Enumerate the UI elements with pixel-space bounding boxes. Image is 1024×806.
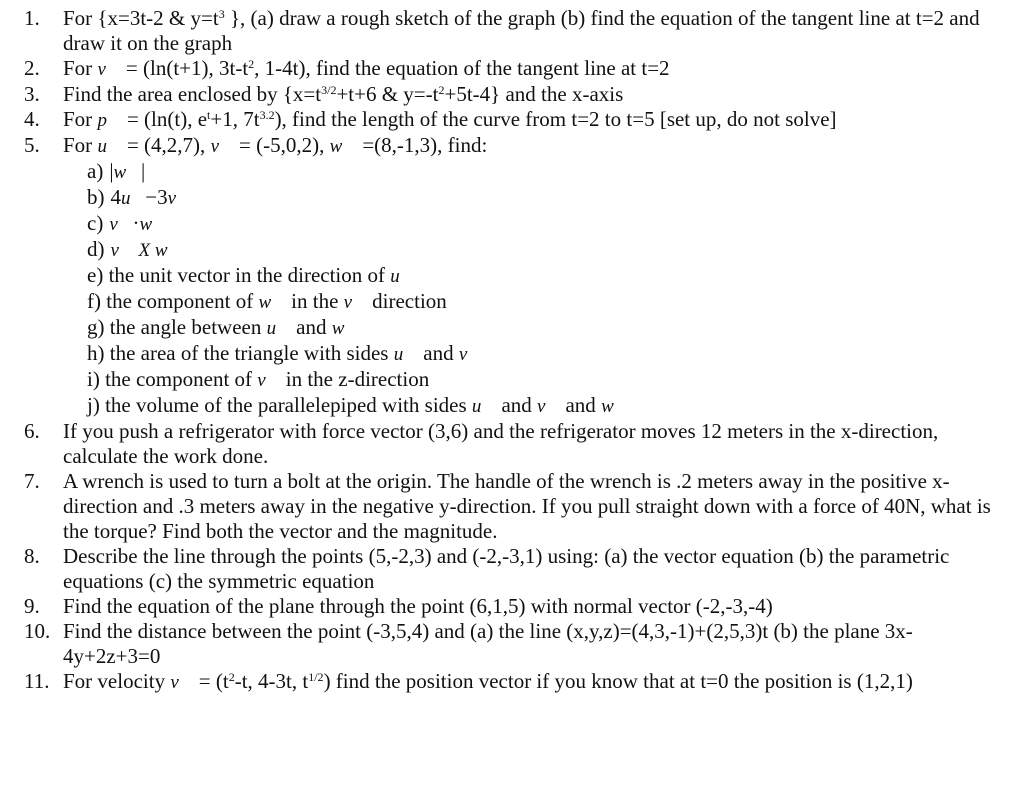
subpart-e: e) the unit vector in the direction of u⃗ <box>87 263 415 287</box>
problem-number: 9. <box>24 594 40 618</box>
problem-number: 3. <box>24 82 40 106</box>
problem-text: Describe the line through the points (5,-2,3) and (-2,-3,1) using: (a) the vector equation (b) the parametric equations (c) the symmetric equation <box>63 544 950 593</box>
problem-9 <box>24 594 1000 619</box>
problem-1 <box>24 6 1000 56</box>
problem-3 <box>24 82 1000 107</box>
vector-u-symbol: u⃗ <box>97 136 122 157</box>
subpart-i: i) the component of v⃗ in the z-direction <box>87 367 430 391</box>
problem-number: 10. <box>24 619 51 643</box>
problem-number: 5. <box>24 133 40 157</box>
subpart-c: c) v⃗·w⃗ <box>87 211 167 235</box>
subpart-f: f) the component of w⃗ in the v⃗ direction <box>87 289 447 313</box>
problem-number: 11. <box>24 669 50 693</box>
problem-text: If you push a refrigerator with force vector (3,6) and the refrigerator moves 12 meters in the x-direction, calculate the work done. <box>63 419 939 468</box>
problem-number: 4. <box>24 107 40 131</box>
problem-number: 6. <box>24 419 40 443</box>
subpart-b: b) 4u⃗−3v⃗ <box>87 185 191 209</box>
subpart-g: g) the angle between u⃗ and w⃗ <box>87 315 360 339</box>
problem-6 <box>24 419 1000 469</box>
problem-text: For u⃗ = (4,2,7), v⃗ = (-5,0,2), w⃗ =(8,-1,3), find: <box>63 133 488 157</box>
problem-text: A wrench is used to turn a bolt at the origin. The handle of the wrench is .2 meters away in the positive x-direction and .3 meters away in the negative y-direction. If you pull straight down with a force of 40N, what is the torque? Find both the vector and the magnitude. <box>63 469 991 543</box>
problem-text: For p⃗ = (ln(t), $e^t+1$, $7t^{3.2}$), find the length of the curve from t=2 to t=5 [set up, do not solve] <box>63 107 837 131</box>
vector-v-symbol: v⃗ <box>210 136 234 157</box>
subpart-d: d) v⃗ X w⃗ <box>87 237 183 261</box>
problem-text: For velocity v⃗ = ($t^2-t$, 4-3t, $t^{1/2}$) find the position vector if you know that at t=0 the position is (1,2,1) <box>63 669 913 693</box>
problem-text: For {x=3t-2 & $y=t^3$ }, (a) draw a rough sketch of the graph (b) find the equation of the tangent line at t=2 and draw it on the graph <box>63 6 980 55</box>
problem-text: Find the area enclosed by {$x=t^{3/2}+t+6$ & $y=-t^2+5t-4$} and the x-axis <box>63 82 624 106</box>
subpart-a: a) |w⃗| <box>87 159 146 183</box>
problem-text: Find the equation of the plane through the point (6,1,5) with normal vector (-2,-3,-4) <box>63 594 773 618</box>
problem-8 <box>24 544 1000 594</box>
vector-p-symbol: p⃗ <box>97 110 122 131</box>
subpart-j: j) the volume of the parallelepiped with sides u⃗ and v⃗ and w⃗ <box>87 393 629 417</box>
problem-4 <box>24 107 1000 133</box>
problem-5 <box>24 133 1000 159</box>
problem-number: 8. <box>24 544 40 568</box>
vector-v-symbol: v⃗ <box>170 672 194 693</box>
problem-number: 2. <box>24 56 40 80</box>
vector-w-symbol: w⃗ <box>329 136 358 157</box>
subpart-h: h) the area of the triangle with sides u⃗ and v⃗ <box>87 341 483 365</box>
problem-number: 1. <box>24 6 40 30</box>
problem-text: For v⃗ = (ln(t+1), $3t-t^2$, 1-4t), find the equation of the tangent line at t=2 <box>63 56 670 80</box>
problem-11 <box>24 669 1000 695</box>
vector-v-symbol: v⃗ <box>97 59 121 80</box>
problem-10 <box>24 619 1000 669</box>
problem-text: Find the distance between the point (-3,5,4) and (a) the line (x,y,z)=(4,3,-1)+(2,5,3)t (b) the plane 3x-4y+2z+3=0 <box>63 619 913 668</box>
problem-7 <box>24 469 1000 544</box>
problem-2 <box>24 56 1000 82</box>
problem-number: 7. <box>24 469 40 493</box>
